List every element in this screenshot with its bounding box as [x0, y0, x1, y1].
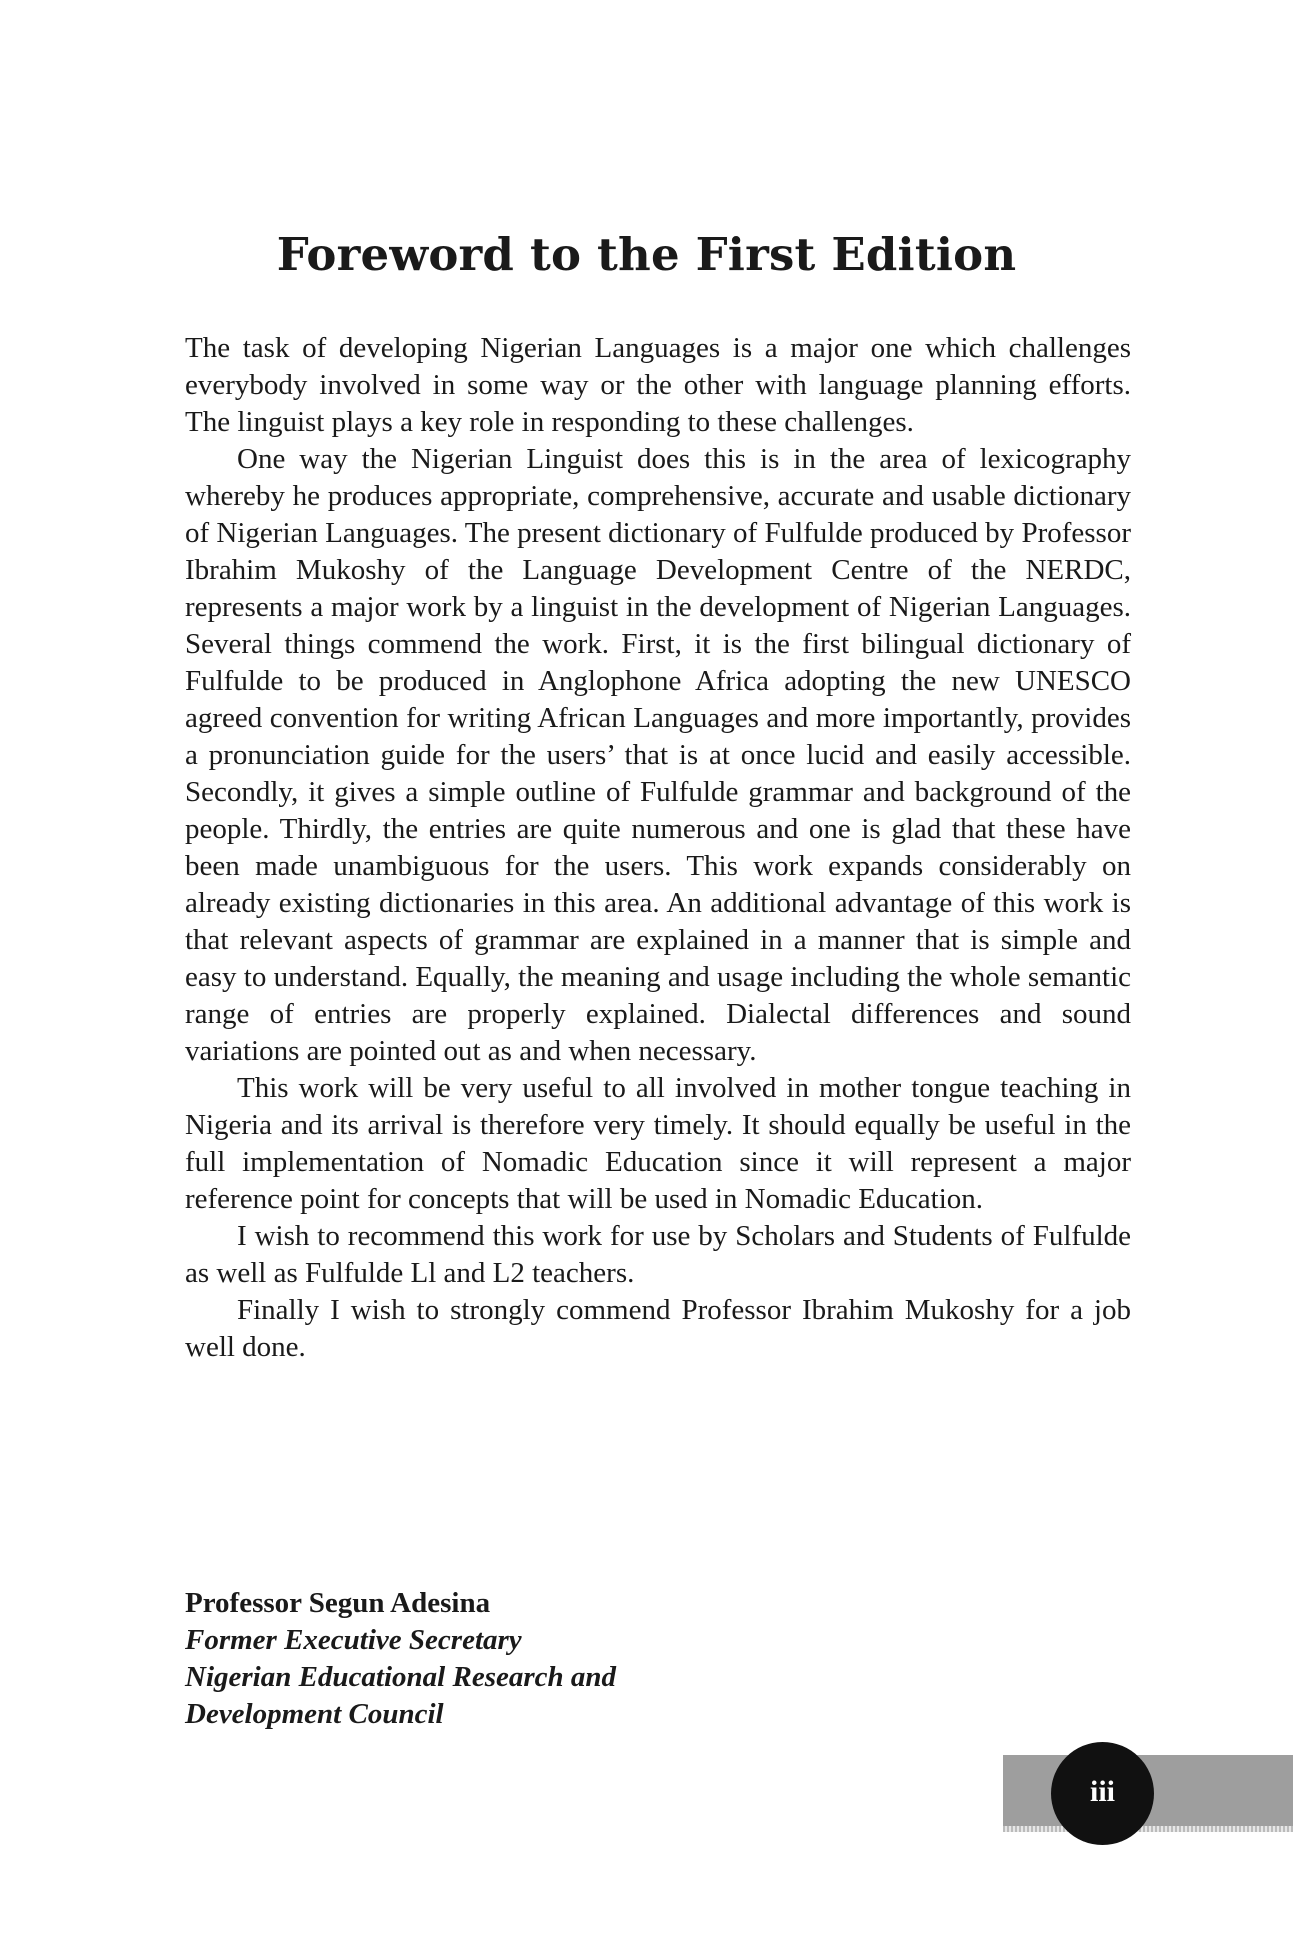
signatory-organization-line2: Development Council — [185, 1698, 444, 1730]
paragraph-5: Finally I wish to strongly commend Professor Ibrahim Mukoshy for a job well done. — [185, 1294, 1131, 1363]
page-tab-shadow — [1003, 1826, 1293, 1832]
paragraph-4: I wish to recommend this work for use by Scholars and Students of Fulfulde as well as Fulfulde Ll and L2 teachers. — [185, 1220, 1131, 1289]
foreword-body — [185, 330, 1131, 1366]
paragraph-2: One way the Nigerian Linguist does this is in the area of lexicography whereby he produces appropriate, comprehensive, accurate and usable dictionary of Nigerian Languages. The present dictionary of Fulfulde produced by Professor Ibrahim Mukoshy of the Language Development Centre of the NERDC, represents a major work by a linguist in the development of Nigerian Languages. Several things commend the work. First, it is the first bilingual dictionary of Fulfulde to be produced in Anglophone Africa adopting the new UNESCO agreed convention for writing African Languages and more importantly, provides a pronunciation guide for the users’ that is at once lucid and easily accessible. Secondly, it gives a simple outline of Fulfulde grammar and background of the people. Thirdly, the entries are quite numerous and one is glad that these have been made unambiguous for the users. This work expands considerably on already existing dictionaries in this area. An additional advantage of this work is that relevant aspects of grammar are explained in a manner that is simple and easy to understand. Equally, the meaning and usage including the whole semantic range of entries are properly explained. Dialectal differences and sound variations are pointed out as and when necessary. — [185, 443, 1131, 1067]
signature-block — [185, 1585, 885, 1733]
signatory-title: Former Executive Secretary — [185, 1624, 522, 1656]
signatory-name: Professor Segun Adesina — [185, 1587, 491, 1619]
signatory-organization-line1: Nigerian Educational Research and — [185, 1661, 617, 1693]
paragraph-1: The task of developing Nigerian Languages is a major one which challenges everybody involved in some way or the other with language planning efforts. The linguist plays a key role in responding to these challenges. — [185, 332, 1131, 438]
page-number: iii — [1089, 1774, 1115, 1808]
paragraph-3: This work will be very useful to all involved in mother tongue teaching in Nigeria and its arrival is therefore very timely. It should equally be useful in the full implementation of Nomadic Education since it will represent a major reference point for concepts that will be used in Nomadic Education. — [185, 1072, 1131, 1215]
page-title: Foreword to the First Edition — [276, 228, 1017, 281]
page-number-badge — [1051, 1742, 1154, 1845]
